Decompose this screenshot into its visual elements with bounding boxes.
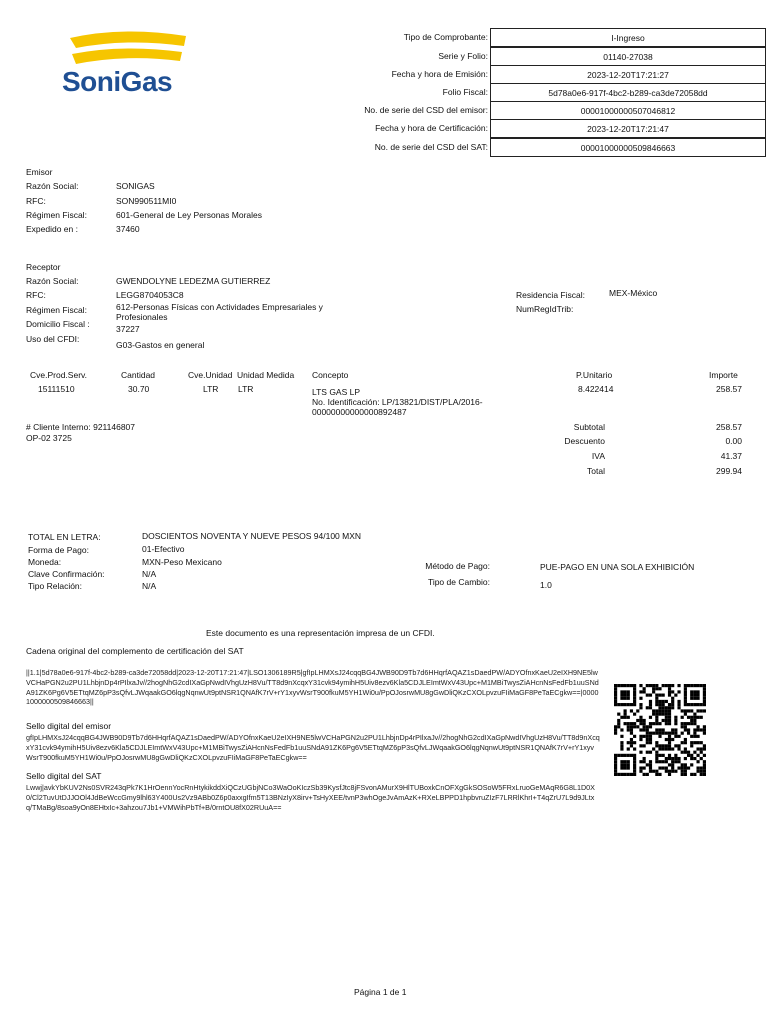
- row-concepto-id: No. Identificación: LP/13821/DIST/PLA/2016-: [312, 397, 483, 407]
- emisor-regimen: 601-General de Ley Personas Morales: [116, 210, 262, 220]
- sello-emisor-text: gfIpLHMXsJ24cqqBG4JWB90D9Tb7d6HHqrfAQAZ1sDaedPW/ADYOfnxKaeU2eIXH9NE5lwVCHaPGN2u2PU1LhbjnDp4rPIlxaJv//2hogNhG2cdIXaGpNwdIVhgUzH8Vu/TT8d9nXcqxY31cvk94ymihH5Uiv8ezv6Kla5CDJLEImtWxV43Upc+M1MBiTwysZiAHcnNsFedFb1uuSNdA91ZK6Pg6V5ETtqMZ6pP3sQfvLJWqaakGO6lqgNqnwUt9ptNSR1QNAfK7rV+rY1xyvWsrT900fkuM5YH1Wi0u/PpOJosrwMU8gGwDliQKzCXOLpvzuFIiMaGF8PeTaECgkw==: [26, 733, 600, 762]
- header-label: No. de serie del CSD del emisor:: [364, 105, 488, 115]
- col-importe: Importe: [709, 370, 738, 380]
- col-cve-unidad: Cve.Unidad: [188, 370, 233, 380]
- metodo-value: PUE-PAGO EN UNA SOLA EXHIBICIÓN: [540, 562, 695, 572]
- header-row: [340, 119, 766, 139]
- forma-label: Forma de Pago:: [28, 545, 89, 555]
- header-row: [340, 28, 766, 48]
- cambio-value: 1.0: [540, 580, 552, 590]
- header-label: Fecha y hora de Emisión:: [391, 69, 488, 79]
- forma-value: 01-Efectivo: [142, 544, 185, 554]
- row-unidad: LTR: [238, 384, 254, 394]
- letra-value: DOSCIENTOS NOVENTA Y NUEVE PESOS 94/100 MXN: [142, 531, 362, 541]
- sello-sat-text: Lwwj|avkYbKUV2Ns0SVR243qPk7K1HrOennYocRnHtykikddXiQCzUGbjNCo3WaOoKIczSb39KysfJtc8jFSvonAMurX9HlTUBoxkCnOFXgGkSOSoW5FRxLruoGeMAqR6G8L1D0X0/Cl2TuvUtDJJOOl4JdBeWccGmy9lhl63Y400Us2Vz9ABb0Z6p0axxgIfm5T13BNzIyX8irv+TsHyXEE/tvnP3whOgeJvAmAzK+RXeLBPPD1hpbvruZIzF7LRRlKhrI+T4qZrU7L9d9JLtxq/TMaBg/8soa9yOn8EHtxIc+3ahzou7Jb1+VMWihPbTf+B/0rntOU8fX02RUuA==: [26, 783, 595, 812]
- cfdi-notice: Este documento es una representación impresa de un CFDI.: [206, 628, 435, 638]
- header-row: [340, 47, 766, 67]
- moneda-value: MXN-Peso Mexicano: [142, 557, 222, 567]
- moneda-label: Moneda:: [28, 557, 62, 567]
- emisor-title: Emisor: [26, 167, 53, 177]
- metodo-label: Método de Pago:: [425, 561, 490, 571]
- qr-code: [614, 684, 706, 776]
- header-value: 00001000000507046812: [490, 101, 766, 120]
- header-label: Tipo de Comprobante:: [403, 32, 488, 42]
- cambio-label: Tipo de Cambio:: [427, 577, 490, 587]
- cadena-title: Cadena original del complemento de certificación del SAT: [26, 646, 244, 656]
- emisor-expedido: 37460: [116, 224, 140, 234]
- header-label: Fecha y hora de Certificación:: [375, 123, 488, 133]
- sello-emisor-title: Sello digital del emisor: [26, 721, 112, 731]
- numreg-label: NumRegIdTrib:: [516, 304, 574, 314]
- clave-value: N/A: [142, 569, 157, 579]
- emisor-rfc: SON990511MI0: [116, 196, 177, 206]
- residencia-label: Residencia Fiscal:: [516, 290, 585, 300]
- total-value: 41.37: [720, 451, 742, 461]
- clave-label: Clave Confirmación:: [28, 569, 105, 579]
- receptor-domicilio-label: Domicilio Fiscal :: [26, 319, 90, 329]
- receptor-title: Receptor: [26, 262, 61, 272]
- receptor-razon-label: Razón Social:: [26, 276, 79, 286]
- header-row: [340, 83, 766, 103]
- receptor-uso-label: Uso del CFDI:: [26, 334, 80, 344]
- header-value: I-Ingreso: [490, 28, 766, 47]
- receptor-razon: GWENDOLYNE LEDEZMA GUTIERREZ: [116, 276, 271, 286]
- row-cantidad: 30.70: [128, 384, 150, 394]
- receptor-rfc: LEGG8704053C8: [116, 290, 184, 300]
- header-value: 2023-12-20T17:21:47: [490, 119, 766, 138]
- header-label: Folio Fiscal:: [442, 87, 488, 97]
- col-unitario: P.Unitario: [576, 370, 613, 380]
- header-label: No. de serie del CSD del SAT:: [374, 142, 488, 152]
- emisor-expedido-label: Expedido en :: [26, 224, 78, 234]
- row-unitario: 8.422414: [578, 384, 614, 394]
- row-cve-prod: 15111510: [38, 384, 75, 394]
- total-label: Total: [587, 466, 605, 476]
- letra-label: TOTAL EN LETRA:: [28, 532, 101, 542]
- logo-text: SoniGas: [62, 66, 173, 97]
- header-value: 00001000000509846663: [490, 138, 766, 157]
- emisor-razon: SONIGAS: [116, 181, 155, 191]
- col-unidad: Unidad Medida: [237, 370, 295, 380]
- row-concepto: LTS GAS LP: [312, 387, 361, 397]
- emisor-rfc-label: RFC:: [26, 196, 46, 206]
- residencia-value: MEX-México: [609, 288, 658, 298]
- page-number: Página 1 de 1: [354, 987, 407, 997]
- client-line2: OP-02 3725: [26, 433, 72, 443]
- total-value: 258.57: [716, 422, 742, 432]
- sello-sat-title: Sello digital del SAT: [26, 771, 102, 781]
- total-label: Descuento: [564, 436, 605, 446]
- receptor-regimen-label: Régimen Fiscal:: [26, 305, 87, 315]
- relacion-value: N/A: [142, 581, 157, 591]
- receptor-domicilio: 37227: [116, 324, 140, 334]
- receptor-rfc-label: RFC:: [26, 290, 46, 300]
- header-row: [340, 65, 766, 85]
- cadena-text: ||1.1|5d78a0e6-917f-4bc2-b289-ca3de72058dd|2023-12-20T17:21:47|LSO1306189R5|gfIpLHMXsJ24cqqBG4JWB90D9Tb7d6HHqrfAQAZ1sDaedPW/ADYOfnxKaeU2eIXH9NE5lwVCHaPGN2u2PU1LhbjnDp4rPIlxaJv//2hogNhG2cdIXaGpNwdIVhgUzH8Vu/TT8d9nXcqxY31cvk94ymihH5Uiv8ezv6Kla5CDJLEImtWxV43Upc+M1MBiTwysZiAHcnNsFedFb1uuSNdA91ZK6Pg6V5ETtqMZ6pP3sQfvLJWqaakGO6lqgNqnwUt9ptNSR1QNAfK7rV+rY1xyvWsrT900fkuM5YH1Wi0u/PpOJosrwMU8gGwDliQKzCXOLpvzuFIiMaGF8PeTaECgkw==|00001000000509846663||: [26, 668, 599, 707]
- header-value: 01140-27038: [490, 47, 766, 66]
- header-row: [340, 138, 766, 158]
- receptor-regimen-line2: Profesionales: [116, 312, 168, 322]
- header-value: 5d78a0e6-917f-4bc2-b289-ca3de72058dd: [490, 83, 766, 102]
- col-cve-prod: Cve.Prod.Serv.: [30, 370, 88, 380]
- total-label: Subtotal: [573, 422, 605, 432]
- header-row: [340, 101, 766, 121]
- emisor-razon-label: Razón Social:: [26, 181, 79, 191]
- emisor-regimen-label: Régimen Fiscal:: [26, 210, 87, 220]
- receptor-uso: G03-Gastos en general: [116, 340, 205, 350]
- header-value: 2023-12-20T17:21:27: [490, 65, 766, 84]
- total-label: IVA: [591, 451, 605, 461]
- col-concepto: Concepto: [312, 370, 349, 380]
- client-line1: # Cliente Interno: 921146807: [26, 422, 136, 432]
- total-value: 299.94: [716, 466, 742, 476]
- receptor-regimen-line1: 612-Personas Físicas con Actividades Empresariales y: [116, 302, 323, 312]
- row-concepto-id2: 00000000000000892487: [312, 407, 407, 417]
- header-label: Serie y Folio:: [438, 51, 488, 61]
- total-value: 0.00: [725, 436, 742, 446]
- relacion-label: Tipo Relación:: [28, 581, 83, 591]
- row-cve-unidad: LTR: [203, 384, 219, 394]
- col-cantidad: Cantidad: [121, 370, 156, 380]
- row-importe: 258.57: [716, 384, 742, 394]
